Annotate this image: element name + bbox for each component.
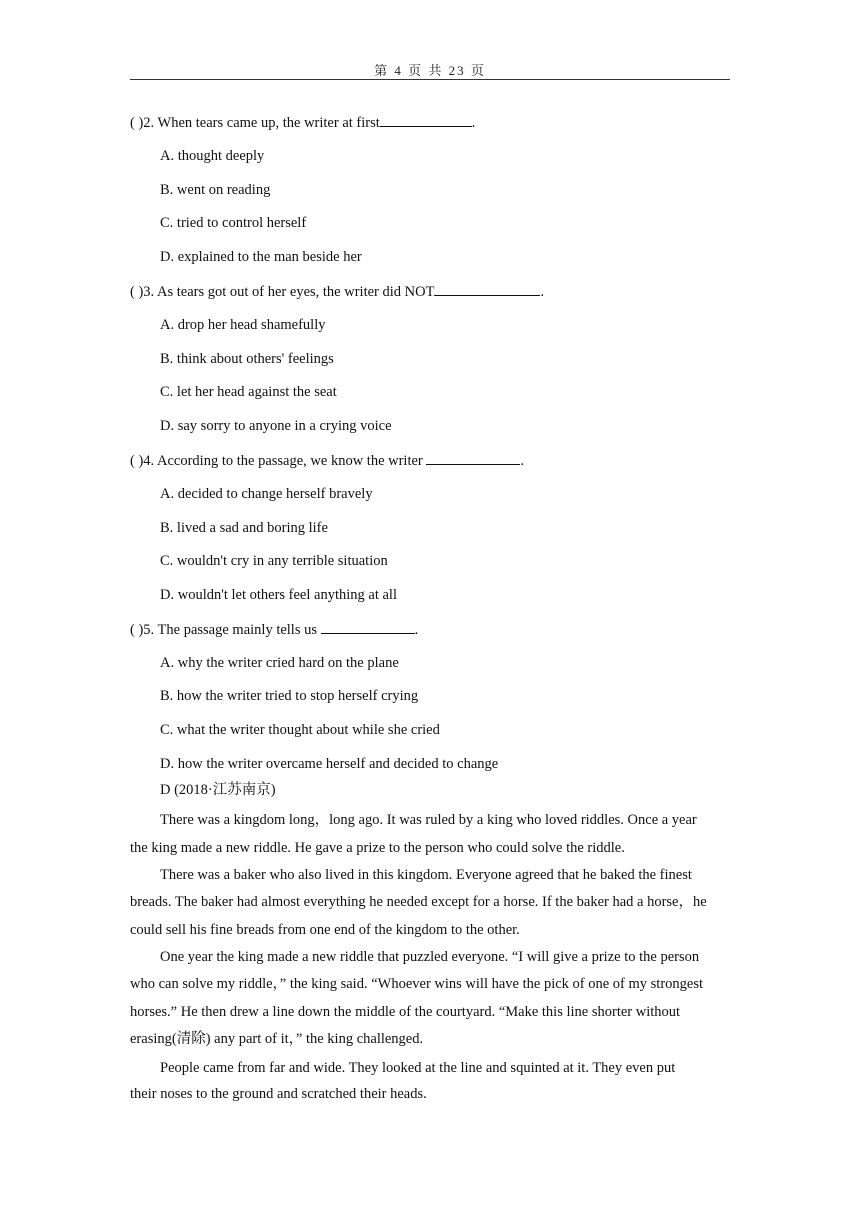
option: B. went on reading bbox=[160, 182, 271, 198]
question-4 bbox=[130, 450, 524, 471]
answer-paren: ( ) bbox=[130, 284, 144, 300]
question-stem: 2. When tears came up, the writer at first bbox=[143, 115, 380, 131]
answer-blank bbox=[321, 619, 415, 634]
option: D. explained to the man beside her bbox=[160, 249, 362, 265]
paragraph-line: their noses to the ground and scratched their heads. bbox=[130, 1086, 427, 1102]
answer-paren: ( ) bbox=[130, 115, 144, 131]
option: A. drop her head shamefully bbox=[160, 317, 326, 333]
option: B. how the writer tried to stop herself crying bbox=[160, 688, 419, 704]
question-3 bbox=[130, 281, 544, 302]
option: D. how the writer overcame herself and decided to change bbox=[160, 756, 499, 772]
answer-blank bbox=[426, 450, 520, 465]
page-indicator: 第 4 页 共 23 页 bbox=[374, 63, 486, 78]
answer-paren: ( ) bbox=[130, 622, 144, 638]
question-tail: . bbox=[520, 453, 524, 469]
paragraph-line: the king made a new riddle. He gave a prize to the person who could solve the riddle. bbox=[130, 840, 625, 856]
header-rule bbox=[130, 79, 730, 80]
paragraph-line: breads. The baker had almost everything he needed except for a horse. If the baker had a horse，he bbox=[130, 894, 707, 910]
paragraph-line: People came from far and wide. They looked at the line and squinted at it. They even put bbox=[160, 1060, 676, 1076]
option: B. think about others' feelings bbox=[160, 351, 334, 367]
option: C. wouldn't cry in any terrible situation bbox=[160, 553, 388, 569]
paragraph-line: erasing(清除) any part of it，” the king challenged. bbox=[130, 1031, 424, 1047]
question-stem: 5. The passage mainly tells us bbox=[143, 622, 321, 638]
answer-paren: ( ) bbox=[130, 453, 144, 469]
question-tail: . bbox=[471, 115, 476, 131]
question-tail: . bbox=[540, 284, 545, 300]
option: C. let her head against the seat bbox=[160, 384, 337, 400]
paragraph-line: There was a kingdom long，long ago. It was ruled by a king who loved riddles. Once a year bbox=[160, 812, 697, 828]
paragraph-line: who can solve my riddle，” the king said. “Whoever wins will have the pick of one of my strongest bbox=[130, 976, 704, 992]
question-stem: 3. As tears got out of her eyes, the writer did NOT bbox=[143, 284, 435, 300]
paragraph-line: One year the king made a new riddle that puzzled everyone. “I will give a prize to the person bbox=[160, 949, 700, 965]
option: C. what the writer thought about while she cried bbox=[160, 722, 440, 738]
paragraph-line: horses.” He then drew a line down the middle of the courtyard. “Make this line shorter without bbox=[130, 1004, 681, 1020]
question-stem: 4. According to the passage, we know the writer bbox=[143, 453, 427, 469]
section-heading: D (2018·江苏南京) bbox=[160, 782, 276, 798]
question-tail: . bbox=[414, 622, 419, 638]
answer-blank bbox=[380, 112, 472, 127]
paragraph-line: There was a baker who also lived in this kingdom. Everyone agreed that he baked the finest bbox=[160, 867, 692, 883]
question-2 bbox=[130, 112, 475, 133]
question-5 bbox=[130, 619, 418, 640]
paragraph-line: could sell his fine breads from one end of the kingdom to the other. bbox=[130, 922, 520, 938]
option: D. say sorry to anyone in a crying voice bbox=[160, 418, 392, 434]
answer-blank bbox=[434, 281, 540, 296]
option: A. decided to change herself bravely bbox=[160, 486, 373, 502]
option: A. thought deeply bbox=[160, 148, 265, 164]
option: B. lived a sad and boring life bbox=[160, 520, 328, 536]
option: A. why the writer cried hard on the plane bbox=[160, 655, 399, 671]
option: C. tried to control herself bbox=[160, 215, 307, 231]
option: D. wouldn't let others feel anything at all bbox=[160, 587, 397, 603]
